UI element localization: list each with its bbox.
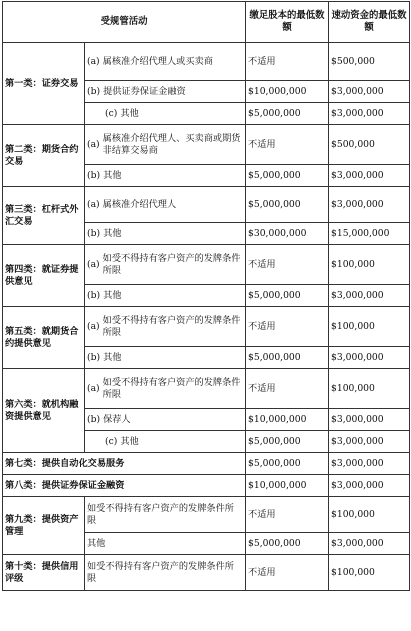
- paid-up-cell: 不适用: [246, 125, 329, 165]
- activity-cell: [85, 307, 246, 347]
- paid-up-cell: 不适用: [246, 43, 329, 81]
- activity-text: 保荐人: [103, 413, 131, 425]
- activity-cell: [85, 81, 246, 103]
- paid-up-cell: $5,000,000: [246, 165, 329, 187]
- table-row: [3, 307, 410, 347]
- category-cell: 第五类：就期货合约提供意见: [3, 307, 85, 369]
- activity-tag: (a): [87, 198, 100, 210]
- paid-up-cell: $5,000,000: [246, 431, 329, 453]
- liquid-cell: $3,000,000: [329, 453, 410, 475]
- liquid-cell: $100,000: [329, 497, 410, 533]
- header-liquid-capital: 速动资金的最低数额: [329, 2, 410, 43]
- activity-cell: [85, 125, 246, 165]
- table-header-row: [3, 2, 410, 43]
- activity-cell: [85, 347, 246, 369]
- activity-tag: (b): [87, 227, 101, 239]
- liquid-cell: $3,000,000: [329, 187, 410, 223]
- liquid-cell: $500,000: [329, 125, 410, 165]
- activity-tag: (b): [87, 413, 101, 425]
- activity-tag: (b): [87, 85, 101, 97]
- liquid-cell: $3,000,000: [329, 347, 410, 369]
- activity-cell: [85, 103, 246, 125]
- activity-text: 属核准介绍代理人: [102, 198, 177, 210]
- table-row: [3, 245, 410, 285]
- liquid-cell: $3,000,000: [329, 533, 410, 555]
- activity-cell: [85, 285, 246, 307]
- activity-cell: [85, 165, 246, 187]
- table-row: [3, 475, 410, 497]
- liquid-cell: $500,000: [329, 43, 410, 81]
- activity-tag: (a): [87, 382, 100, 394]
- activity-cell: [85, 43, 246, 81]
- activity-text: 如受不得持有客户资产的发牌条件所限: [102, 376, 241, 400]
- table-row: [3, 43, 410, 81]
- activity-cell: 其他: [85, 533, 246, 555]
- activity-text: 属核准介绍代理人或买卖商: [102, 55, 213, 67]
- liquid-cell: $100,000: [329, 369, 410, 409]
- liquid-cell: $3,000,000: [329, 103, 410, 125]
- paid-up-cell: 不适用: [246, 245, 329, 285]
- liquid-cell: $100,000: [329, 555, 410, 591]
- activity-cell: [85, 369, 246, 409]
- table-row: [3, 369, 410, 409]
- activity-text: 其他: [103, 289, 122, 301]
- liquid-cell: $15,000,000: [329, 223, 410, 245]
- activity-cell: 如受不得持有客户资产的发牌条件所限: [85, 555, 246, 591]
- paid-up-cell: $5,000,000: [246, 187, 329, 223]
- activity-text: 如受不得持有客户资产的发牌条件所限: [102, 252, 241, 276]
- paid-up-cell: $5,000,000: [246, 347, 329, 369]
- activity-text: 其他: [103, 351, 122, 363]
- paid-up-cell: $5,000,000: [246, 453, 329, 475]
- activity-tag: (c): [105, 435, 118, 447]
- category-cell: 第八类：提供证券保证金融资: [3, 475, 246, 497]
- activity-tag: (b): [87, 351, 101, 363]
- activity-cell: [85, 245, 246, 285]
- activity-tag: (c): [105, 107, 118, 119]
- activity-cell: [85, 409, 246, 431]
- activity-tag: (b): [87, 169, 101, 181]
- table-row: [3, 187, 410, 223]
- category-cell: 第四类：就证券提供意见: [3, 245, 85, 307]
- category-cell: 第十类：提供信用评级: [3, 555, 85, 591]
- category-cell: 第九类：提供资产管理: [3, 497, 85, 555]
- paid-up-cell: $10,000,000: [246, 475, 329, 497]
- activity-cell: [85, 431, 246, 453]
- table-row: [3, 125, 410, 165]
- paid-up-cell: 不适用: [246, 555, 329, 591]
- liquid-cell: $3,000,000: [329, 409, 410, 431]
- liquid-cell: $3,000,000: [329, 165, 410, 187]
- activity-text: 其他: [103, 227, 122, 239]
- liquid-cell: $3,000,000: [329, 285, 410, 307]
- category-cell: 第二类：期货合约交易: [3, 125, 85, 187]
- activity-text: 其他: [120, 435, 139, 447]
- activity-cell: 如受不得持有客户资产的发牌条件所限: [85, 497, 246, 533]
- capital-requirements-table: [2, 1, 410, 591]
- liquid-cell: $3,000,000: [329, 431, 410, 453]
- activity-text: 其他: [103, 169, 122, 181]
- activity-cell: [85, 223, 246, 245]
- activity-text: 如受不得持有客户资产的发牌条件所限: [102, 314, 241, 338]
- table-row: [3, 497, 410, 533]
- activity-tag: (a): [87, 320, 100, 332]
- category-cell: 第三类：杠杆式外汇交易: [3, 187, 85, 245]
- paid-up-cell: 不适用: [246, 497, 329, 533]
- paid-up-cell: $5,000,000: [246, 533, 329, 555]
- paid-up-cell: $5,000,000: [246, 103, 329, 125]
- paid-up-cell: $10,000,000: [246, 409, 329, 431]
- paid-up-cell: $10,000,000: [246, 81, 329, 103]
- header-paid-up-capital: 缴足股本的最低数额: [246, 2, 329, 43]
- table-row: [3, 555, 410, 591]
- activity-tag: (a): [87, 138, 100, 150]
- liquid-cell: $3,000,000: [329, 475, 410, 497]
- activity-tag: (a): [87, 55, 100, 67]
- paid-up-cell: $30,000,000: [246, 223, 329, 245]
- activity-cell: [85, 187, 246, 223]
- paid-up-cell: 不适用: [246, 369, 329, 409]
- activity-tag: (b): [87, 289, 101, 301]
- table-row: [3, 453, 410, 475]
- category-cell: 第七类：提供自动化交易服务: [3, 453, 246, 475]
- liquid-cell: $3,000,000: [329, 81, 410, 103]
- activity-text: 提供证券保证金融资: [103, 85, 186, 97]
- paid-up-cell: $5,000,000: [246, 285, 329, 307]
- liquid-cell: $100,000: [329, 307, 410, 347]
- activity-text: 其他: [120, 107, 139, 119]
- activity-tag: (a): [87, 258, 100, 270]
- activity-text: 属核准介绍代理人、买卖商或期货非结算交易商: [102, 132, 241, 156]
- category-cell: 第一类：证券交易: [3, 43, 85, 125]
- category-cell: 第六类：就机构融资提供意见: [3, 369, 85, 453]
- header-activity: 受规管活动: [3, 2, 246, 43]
- paid-up-cell: 不适用: [246, 307, 329, 347]
- liquid-cell: $100,000: [329, 245, 410, 285]
